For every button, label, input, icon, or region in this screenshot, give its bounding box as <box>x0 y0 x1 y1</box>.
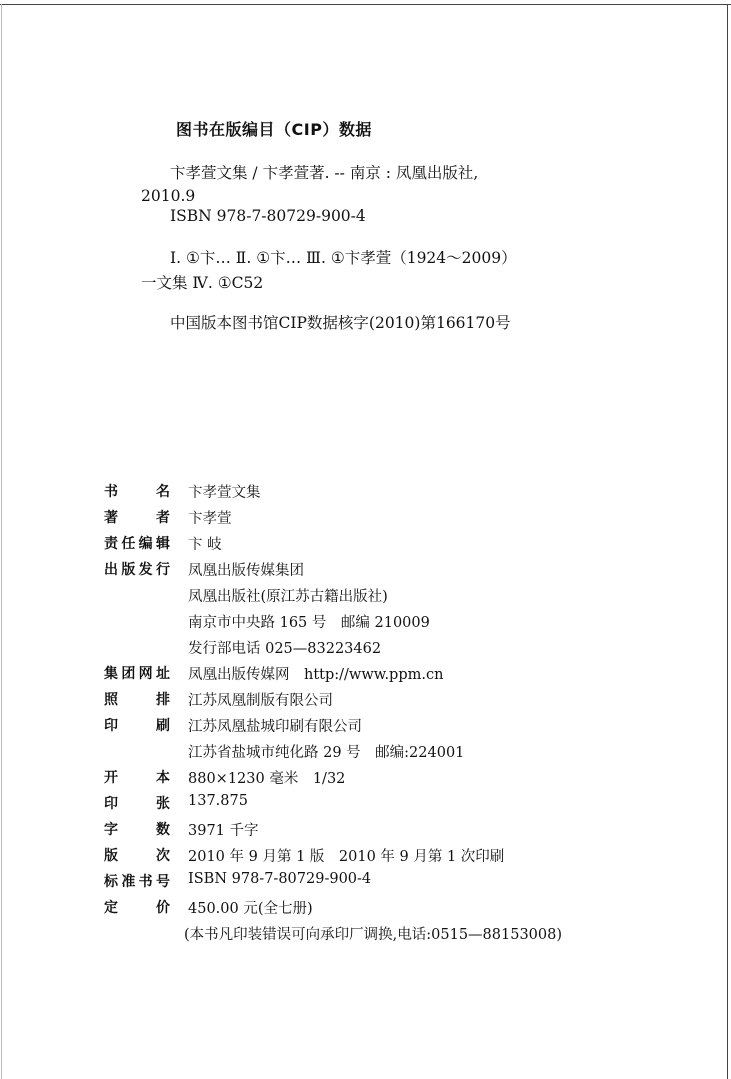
info-label: 出版发行 <box>104 562 170 578</box>
info-value: 880×1230 毫米 1/32 <box>188 771 346 787</box>
info-label: 定价 <box>104 900 170 916</box>
info-value: 卞孝萱文集 <box>188 485 261 501</box>
page-border-right <box>727 4 728 1079</box>
info-label: 版次 <box>104 848 170 864</box>
cip-line-subject: Ⅰ. ①卞… Ⅱ. ①卞… Ⅲ. ①卞孝萱（1924～2009） <box>170 249 517 267</box>
info-row <box>104 507 664 533</box>
info-row <box>104 793 664 819</box>
info-label: 著者 <box>104 510 170 526</box>
info-label: 集团网址 <box>104 666 170 682</box>
cip-title: 图书在版编目（CIP）数据 <box>176 120 372 139</box>
page-border-left <box>1 4 2 1079</box>
info-row <box>104 637 664 663</box>
info-value: 江苏凤凰制版有限公司 <box>188 693 333 709</box>
info-label: 责任编辑 <box>104 536 170 552</box>
cip-line-date: 2010.9 <box>141 187 196 205</box>
info-row-note <box>104 923 664 949</box>
info-row <box>104 611 664 637</box>
info-label: 印刷 <box>104 718 170 734</box>
info-label: 开本 <box>104 770 170 786</box>
page-border-top <box>0 4 731 5</box>
info-value: 3971 千字 <box>188 823 259 839</box>
info-row <box>104 845 664 871</box>
info-row <box>104 897 664 923</box>
info-value: 卞 岐 <box>188 537 222 553</box>
info-label: 印张 <box>104 796 170 812</box>
info-row <box>104 767 664 793</box>
info-value: 南京市中央路 165 号 邮编 210009 <box>188 615 430 631</box>
info-value: 卞孝萱 <box>188 511 232 527</box>
info-row <box>104 689 664 715</box>
cip-line-title-author: 卞孝萱文集 / 卞孝萱著. -- 南京 : 凤凰出版社, <box>170 164 479 182</box>
info-label: 照排 <box>104 692 170 708</box>
cip-line-isbn: ISBN 978-7-80729-900-4 <box>170 207 366 225</box>
cip-line-record-number: 中国版本图书馆CIP数据核字(2010)第166170号 <box>170 314 511 332</box>
info-row <box>104 481 664 507</box>
info-row <box>104 819 664 845</box>
info-value: ISBN 978-7-80729-900-4 <box>188 871 372 887</box>
info-label: 标准书号 <box>104 874 170 890</box>
info-value: 江苏凤凰盐城印刷有限公司 <box>188 719 362 735</box>
info-label: 字数 <box>104 822 170 838</box>
info-value: 发行部电话 025—83223462 <box>188 641 382 657</box>
info-row <box>104 585 664 611</box>
info-value: (本书凡印装错误可向承印厂调换,电话:0515—88153008) <box>184 927 563 943</box>
info-row <box>104 559 664 585</box>
info-row <box>104 741 664 767</box>
info-value: 凤凰出版传媒集团 <box>188 563 304 579</box>
info-label: 书名 <box>104 484 170 500</box>
info-row <box>104 715 664 741</box>
info-value: 2010 年 9 月第 1 版 2010 年 9 月第 1 次印刷 <box>188 849 505 865</box>
cip-line-subject-cont: 一文集 Ⅳ. ①C52 <box>141 274 264 292</box>
info-value: 江苏省盐城市纯化路 29 号 邮编:224001 <box>188 745 465 761</box>
publication-info <box>104 481 664 949</box>
info-row <box>104 663 664 689</box>
info-value: 137.875 <box>188 793 248 809</box>
info-value: 凤凰出版社(原江苏古籍出版社) <box>188 589 388 605</box>
info-row <box>104 871 664 897</box>
info-value: 凤凰出版传媒网 http://www.ppm.cn <box>188 667 444 683</box>
info-value: 450.00 元(全七册) <box>188 901 313 917</box>
info-row <box>104 533 664 559</box>
